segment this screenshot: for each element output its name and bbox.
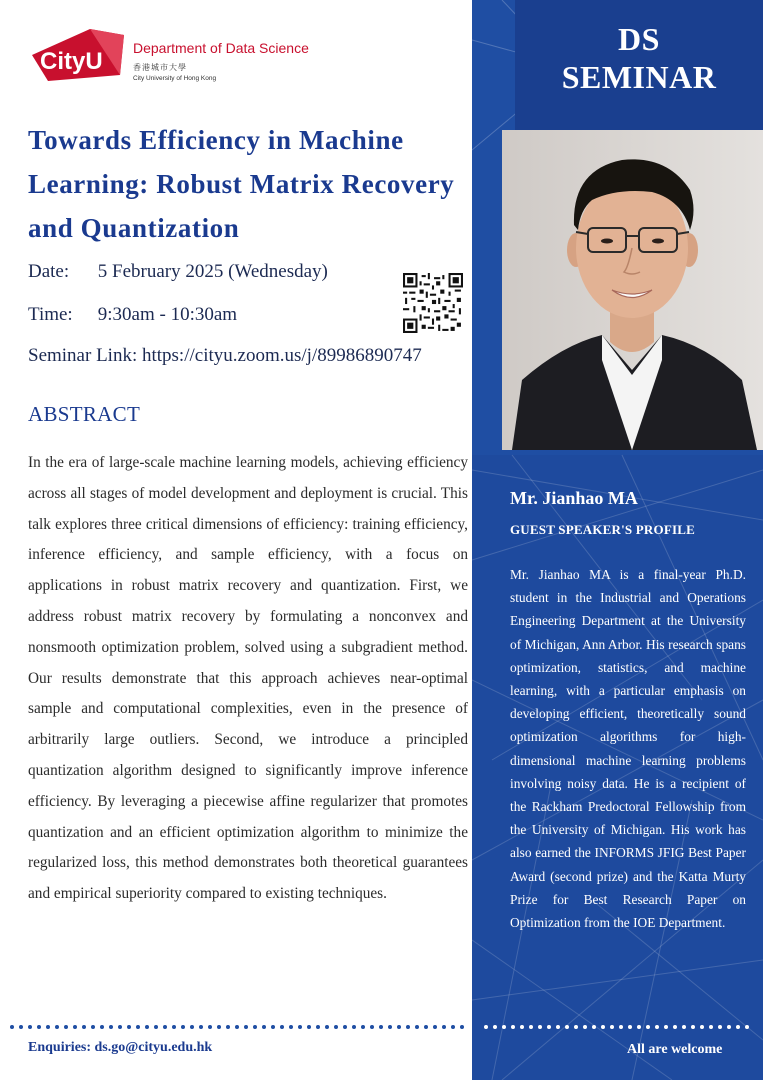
speaker-photo-illustration	[502, 130, 763, 450]
divider-dot	[343, 1025, 347, 1029]
divider-dot	[511, 1025, 515, 1029]
divider-dot	[46, 1025, 50, 1029]
divider-dot	[610, 1025, 614, 1029]
date-line	[28, 261, 328, 283]
divider-dot	[682, 1025, 686, 1029]
divider-dot	[163, 1025, 167, 1029]
dotted-divider-left	[10, 1025, 470, 1031]
divider-dot	[664, 1025, 668, 1029]
logo-text: CityU	[40, 48, 103, 75]
divider-dot	[316, 1025, 320, 1029]
divider-dot	[172, 1025, 176, 1029]
divider-dot	[109, 1025, 113, 1029]
divider-dot	[673, 1025, 677, 1029]
cityu-logo	[28, 25, 128, 85]
enquiries-contact[interactable]: Enquiries: ds.go@cityu.edu.hk	[28, 1040, 213, 1055]
divider-dot	[397, 1025, 401, 1029]
divider-dot	[334, 1025, 338, 1029]
divider-dot	[745, 1025, 749, 1029]
divider-dot	[28, 1025, 32, 1029]
speaker-name: Mr. Jianhao MA	[510, 488, 638, 508]
divider-dot	[583, 1025, 587, 1029]
divider-dot	[451, 1025, 455, 1029]
divider-dot	[82, 1025, 86, 1029]
abstract-text: In the era of large-scale machine learning models, achieving efficiency across all stages of model development and deployment is crucial. This talk explores three critical dimensions of efficiency: training efficiency, inference efficiency, and sample efficiency, with a focus on applications in robust matrix recovery and quantization. First, we address robust matrix recovery by formulating a nonconvex and nonsmooth optimization problem, solved using a subgradient method. Our results demonstrate that this approach achieves near-optimal sample and computational complexities, even in the presence of arbitrarily large outliers. Second, we introduce a principled quantization algorithm designed to significantly improve inference efficiency. By leveraging a piecewise affine regularizer that promotes quantization and an efficient optimization algorithm to minimize the regularized loss, this method demonstrates both theoretical guarantees and empirical superiority compared to existing techniques.	[28, 454, 468, 903]
divider-dot	[556, 1025, 560, 1029]
divider-dot	[502, 1025, 506, 1029]
divider-dot	[10, 1025, 14, 1029]
divider-dot	[520, 1025, 524, 1029]
divider-dot	[646, 1025, 650, 1029]
banner-line-2: SEMINAR	[561, 59, 717, 95]
divider-dot	[718, 1025, 722, 1029]
time-label: Time:	[28, 304, 73, 325]
divider-dot	[565, 1025, 569, 1029]
speaker-profile-heading: GUEST SPEAKER'S PROFILE	[510, 522, 695, 537]
time-line	[28, 304, 237, 326]
divider-dot	[700, 1025, 704, 1029]
divider-dot	[298, 1025, 302, 1029]
divider-dot	[406, 1025, 410, 1029]
divider-dot	[181, 1025, 185, 1029]
divider-dot	[379, 1025, 383, 1029]
divider-dot	[199, 1025, 203, 1029]
divider-dot	[262, 1025, 266, 1029]
divider-dot	[736, 1025, 740, 1029]
divider-dot	[271, 1025, 275, 1029]
seminar-title: Towards Efficiency in Machine Learning: Robust Matrix Recovery and Quantization	[28, 125, 455, 243]
divider-dot	[226, 1025, 230, 1029]
divider-dot	[361, 1025, 365, 1029]
all-welcome-note: All are welcome	[627, 1042, 723, 1057]
divider-dot	[244, 1025, 248, 1029]
divider-dot	[64, 1025, 68, 1029]
divider-dot	[460, 1025, 464, 1029]
divider-dot	[73, 1025, 77, 1029]
divider-dot	[208, 1025, 212, 1029]
department-name: Department of Data Science	[133, 40, 309, 56]
divider-dot	[37, 1025, 41, 1029]
divider-dot	[217, 1025, 221, 1029]
divider-dot	[55, 1025, 59, 1029]
divider-dot	[19, 1025, 23, 1029]
university-chinese-name: 香港城市大學	[133, 63, 187, 72]
speaker-bio: Mr. Jianhao MA is a final-year Ph.D. student in the Industrial and Operations Engineering Department at the University of Michigan, Ann Arbor. His research spans optimization, statistics, and machine learning, with a particular emphasis on developing efficient, theoretically sound optimization algorithms for high-dimensional machine learning problems involving noisy data. He is a recipient of the Rackham Predoctoral Fellowship from the University of Michigan. His work has also earned the INFORMS JFIG Best Paper Award (second prize) and the Katta Murty Prize for Best Research Paper on Optimization from the IOE Department.	[510, 567, 746, 931]
divider-dot	[484, 1025, 488, 1029]
date-value: 5 February 2025 (Wednesday)	[97, 261, 328, 282]
divider-dot	[433, 1025, 437, 1029]
qr-code-icon[interactable]	[403, 273, 463, 333]
banner-line-1: DS	[618, 21, 660, 57]
divider-dot	[325, 1025, 329, 1029]
divider-dot	[619, 1025, 623, 1029]
divider-dot	[388, 1025, 392, 1029]
divider-dot	[628, 1025, 632, 1029]
divider-dot	[370, 1025, 374, 1029]
seminar-link[interactable]: https://cityu.zoom.us/j/89986890747	[141, 345, 422, 366]
link-line	[28, 345, 422, 367]
divider-dot	[235, 1025, 239, 1029]
divider-dot	[592, 1025, 596, 1029]
divider-dot	[637, 1025, 641, 1029]
divider-dot	[442, 1025, 446, 1029]
divider-dot	[145, 1025, 149, 1029]
divider-dot	[493, 1025, 497, 1029]
divider-dot	[91, 1025, 95, 1029]
divider-dot	[547, 1025, 551, 1029]
divider-dot	[253, 1025, 257, 1029]
divider-dot	[727, 1025, 731, 1029]
divider-dot	[280, 1025, 284, 1029]
divider-dot	[529, 1025, 533, 1029]
university-english-name: City University of Hong Kong	[133, 75, 217, 82]
abstract-heading: ABSTRACT	[28, 402, 141, 426]
divider-dot	[100, 1025, 104, 1029]
dotted-divider-right	[484, 1025, 756, 1031]
divider-dot	[574, 1025, 578, 1029]
divider-dot	[136, 1025, 140, 1029]
divider-dot	[601, 1025, 605, 1029]
divider-dot	[709, 1025, 713, 1029]
time-value: 9:30am - 10:30am	[97, 304, 238, 325]
divider-dot	[118, 1025, 122, 1029]
divider-dot	[538, 1025, 542, 1029]
speaker-photo	[502, 130, 763, 450]
divider-dot	[190, 1025, 194, 1029]
divider-dot	[289, 1025, 293, 1029]
divider-dot	[307, 1025, 311, 1029]
divider-dot	[127, 1025, 131, 1029]
divider-dot	[424, 1025, 428, 1029]
divider-dot	[691, 1025, 695, 1029]
date-label: Date:	[28, 261, 70, 282]
divider-dot	[655, 1025, 659, 1029]
divider-dot	[154, 1025, 158, 1029]
link-label: Seminar Link:	[28, 345, 138, 366]
divider-dot	[415, 1025, 419, 1029]
seminar-banner-title	[515, 20, 763, 96]
divider-dot	[352, 1025, 356, 1029]
